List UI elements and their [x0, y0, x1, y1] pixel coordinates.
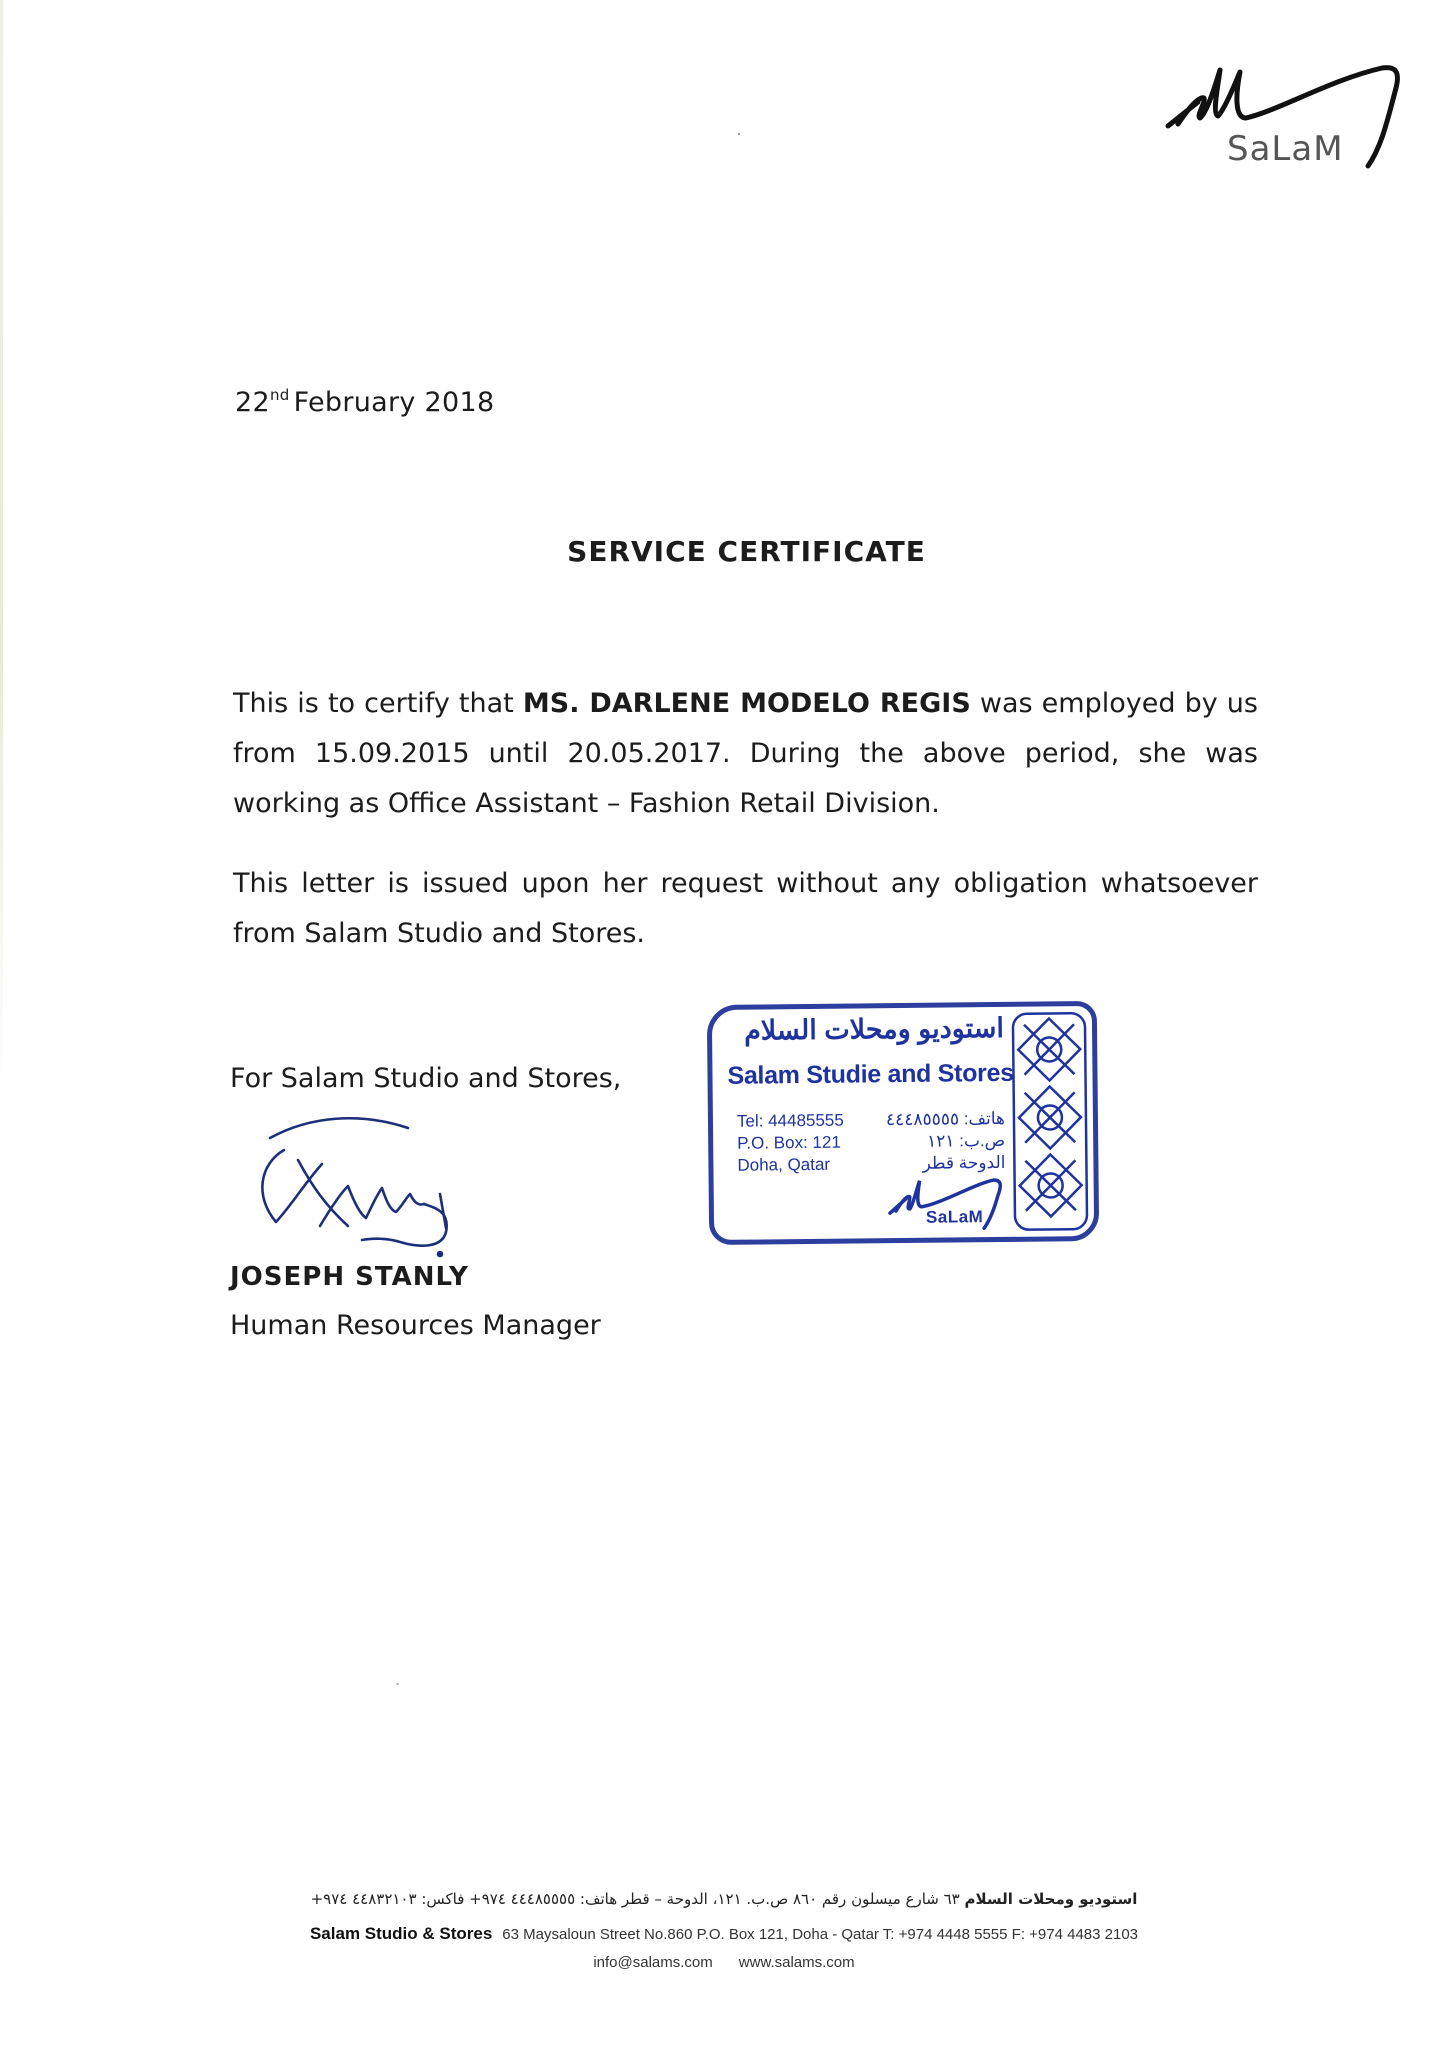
- letter-date: 22nd February 2018: [235, 386, 495, 418]
- signer-title: Human Resources Manager: [230, 1310, 601, 1341]
- salam-logo: [1160, 58, 1410, 178]
- document-title: SERVICE CERTIFICATE: [567, 535, 926, 568]
- footer-website: www.salams.com: [738, 1954, 855, 1971]
- footer-company-name: Salam Studio & Stores: [309, 1924, 493, 1943]
- scan-speck: [396, 1683, 399, 1685]
- handwritten-signature: [250, 1098, 480, 1260]
- stamp-geometric-pattern: [1010, 1010, 1090, 1233]
- company-stamp: [707, 1001, 1099, 1245]
- stamp-arabic-name: استوديو ومحلات السلام: [743, 1012, 1005, 1046]
- stamp-english-name: Salam Studie and Stores: [727, 1058, 1014, 1090]
- logo-wordmark: SaLaM: [1227, 129, 1344, 169]
- footer-email: info@salams.com: [593, 1954, 713, 1971]
- stamp-po-box-arabic: ص.ب: ١٢١: [926, 1130, 1006, 1151]
- closing-line: For Salam Studio and Stores,: [230, 1063, 622, 1094]
- stamp-po-box: P.O. Box: 121: [737, 1132, 841, 1153]
- issuance-paragraph: This letter is issued upon her request without any obligation whatsoever from Salam Studio and Stores.: [233, 868, 1258, 949]
- stamp-city-arabic: الدوحة قطر: [922, 1152, 1006, 1173]
- footer-address: Salam Studio & Stores 63 Maysaloun Street No.860 P.O. Box 121, Doha - Qatar T: +974 4448 5555 F: +974 4483 2103: [309, 1924, 1139, 1943]
- footer-arabic-address: استوديو ومحلات السلام ٦٣ شارع ميسلون رقم ٨٦٠ ص.ب. ١٢١، الدوحة – قطر هاتف: ٤٤٤٨٥٥٥٥ ٩٧٤+ فاكس: ٤٤٨٣٢١٠٣ ٩٧٤+: [310, 1890, 1138, 1908]
- footer-contact: [0, 1954, 1448, 1971]
- employee-name: MS. DARLENE MODELO REGIS: [522, 688, 971, 719]
- signer-name: JOSEPH STANLY: [230, 1262, 469, 1292]
- stamp-telephone: Tel: 44485555: [736, 1110, 844, 1131]
- certification-paragraph: This is to certify that MS. DARLENE MODELO REGIS was employed by us from 15.09.2015 until 20.05.2017. During the above period, she was working as Office Assistant – Fashion Retail Division.: [233, 688, 1258, 819]
- scan-speck: [738, 133, 740, 135]
- stamp-telephone-arabic: هاتف: ٤٤٤٨٥٥٥٥: [885, 1108, 1006, 1130]
- stamp-logo-word: SaLaM: [925, 1207, 984, 1227]
- stamp-city: Doha, Qatar: [737, 1154, 831, 1175]
